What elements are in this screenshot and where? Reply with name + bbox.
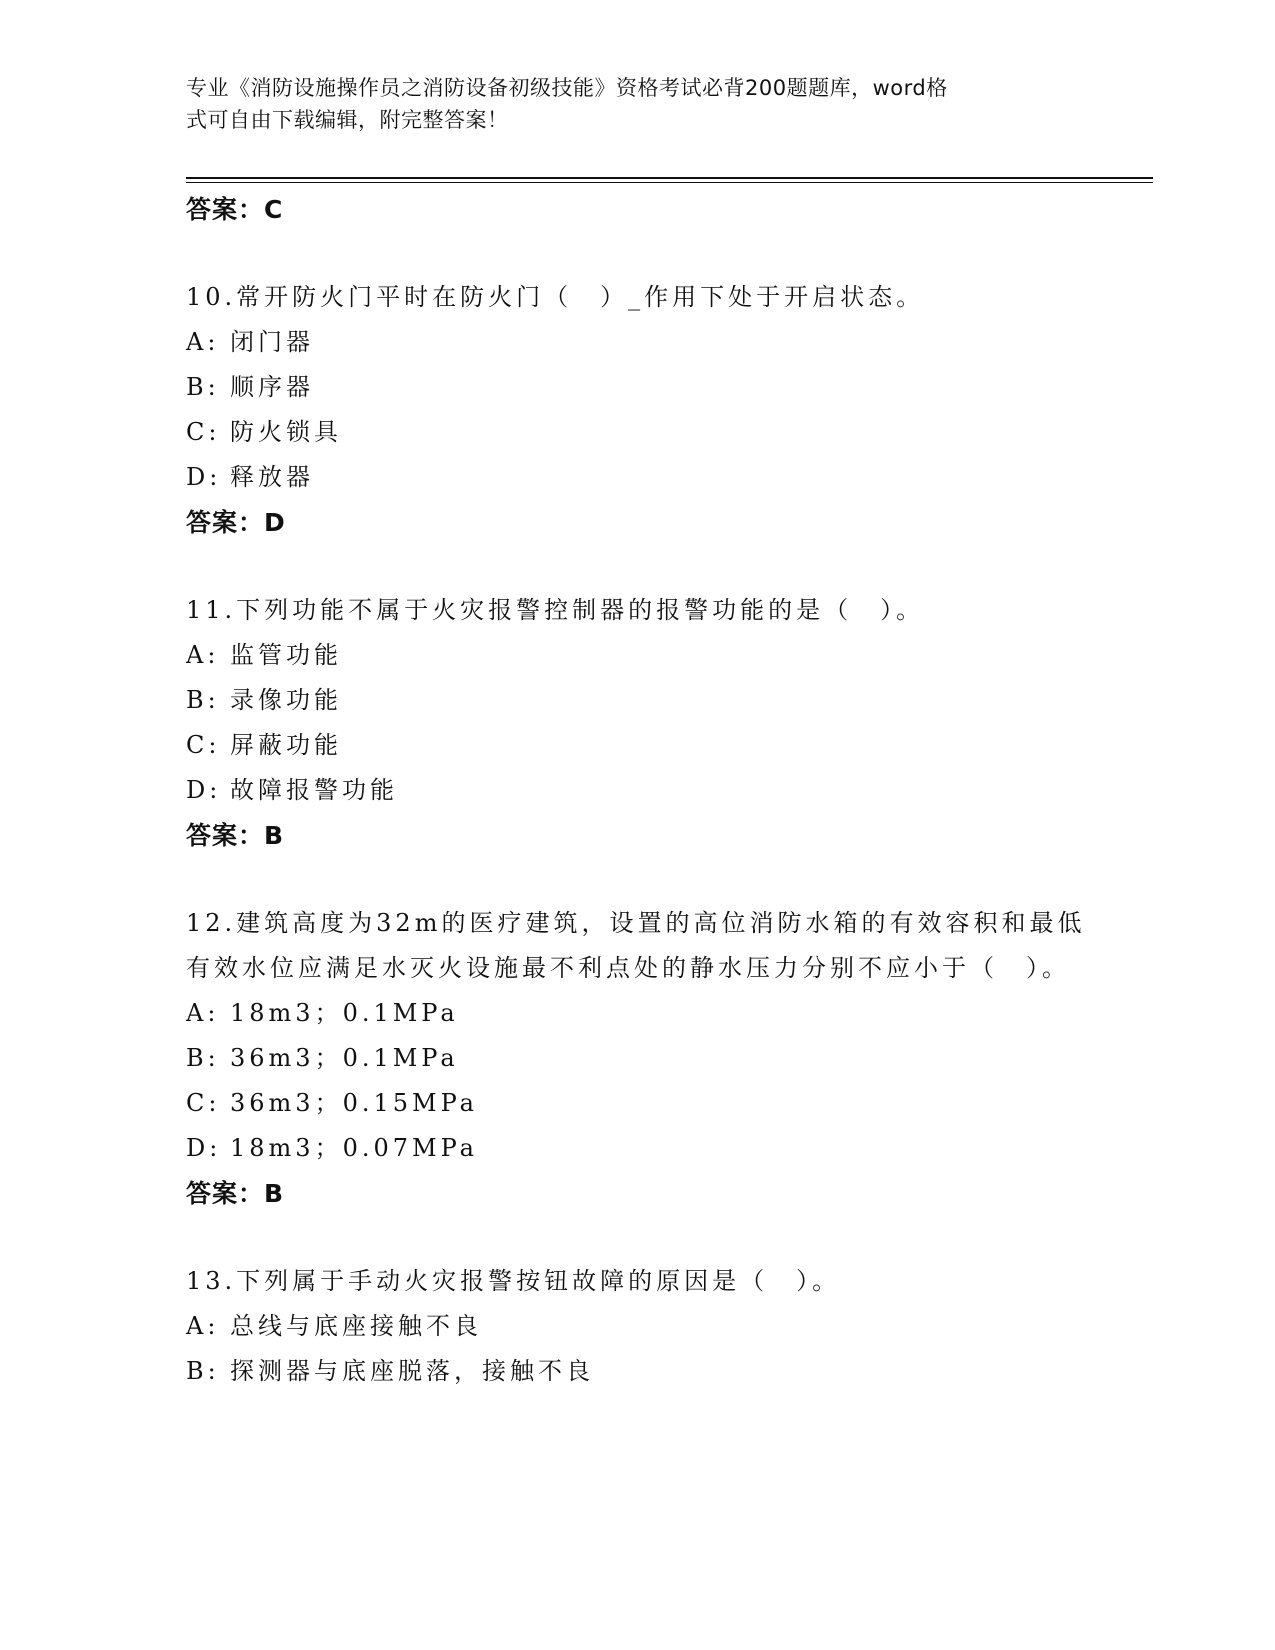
option-letter: D:: [186, 776, 222, 804]
option-letter: A:: [186, 1312, 220, 1340]
option-text: 探测器与底座脱落，接触不良: [230, 1357, 594, 1385]
option-text: 18m3；0.07MPa: [230, 1134, 478, 1162]
option-text: 顺序器: [230, 373, 314, 401]
option-text: 36m3；0.1MPa: [230, 1044, 459, 1072]
option-c: [186, 410, 1086, 455]
option-letter: B:: [186, 373, 220, 401]
answer-line: 答案：B: [186, 821, 285, 850]
option-b: [186, 1349, 1086, 1394]
option-letter: A:: [186, 999, 220, 1027]
option-letter: B:: [186, 686, 220, 714]
question-stem: 13.下列属于手动火灾报警按钮故障的原因是（ ）。: [186, 1267, 841, 1295]
option-text: 36m3；0.15MPa: [230, 1089, 478, 1117]
option-letter: A:: [186, 328, 220, 356]
question-10: [186, 275, 1086, 546]
option-text: 屏蔽功能: [230, 731, 342, 759]
option-text: 防火锁具: [230, 418, 342, 446]
option-d: [186, 768, 1086, 813]
option-letter: A:: [186, 641, 220, 669]
option-letter: B:: [186, 1357, 220, 1385]
question-11: [186, 588, 1086, 859]
option-text: 闭门器: [230, 328, 314, 356]
option-letter: D:: [186, 463, 222, 491]
option-text: 故障报警功能: [230, 776, 398, 804]
header-divider-thick: [186, 177, 1153, 179]
option-text: 18m3；0.1MPa: [230, 999, 459, 1027]
option-letter: C:: [186, 731, 221, 759]
question-list: [186, 187, 1086, 1394]
question-12: [186, 901, 1086, 1217]
option-a: [186, 991, 1086, 1036]
option-letter: C:: [186, 1089, 221, 1117]
option-letter: B:: [186, 1044, 220, 1072]
answer-line: 答案：C: [186, 195, 284, 224]
question-stem: 11.下列功能不属于火灾报警控制器的报警功能的是（ ）。: [186, 596, 925, 624]
answer-line: 答案：D: [186, 508, 286, 537]
option-d: [186, 1126, 1086, 1171]
option-a: [186, 1304, 1086, 1349]
option-b: [186, 1036, 1086, 1081]
header-line-2: 式可自由下载编辑，附完整答案！: [186, 108, 509, 132]
option-letter: C:: [186, 418, 221, 446]
answer-line: 答案：B: [186, 1179, 285, 1208]
question-stem: 12.建筑高度为32m的医疗建筑，设置的高位消防水箱的有效容积和最低有效水位应满足水灭火设施最不利点处的静水压力分别不应小于（ ）。: [186, 909, 1086, 982]
option-text: 录像功能: [230, 686, 342, 714]
option-b: [186, 365, 1086, 410]
question-13: [186, 1259, 1086, 1394]
option-c: [186, 723, 1086, 768]
option-c: [186, 1081, 1086, 1126]
option-letter: D:: [186, 1134, 222, 1162]
document-header: [186, 72, 1066, 136]
header-line-1: 专业《消防设施操作员之消防设备初级技能》资格考试必背200题题库，word格: [186, 76, 948, 100]
question-stem: 10.常开防火门平时在防火门（ ）_作用下处于开启状态。: [186, 283, 925, 311]
option-text: 释放器: [230, 463, 314, 491]
option-a: [186, 320, 1086, 365]
option-text: 监管功能: [230, 641, 342, 669]
option-b: [186, 678, 1086, 723]
option-a: [186, 633, 1086, 678]
header-divider-thin: [186, 182, 1153, 183]
option-d: [186, 455, 1086, 500]
option-text: 总线与底座接触不良: [230, 1312, 482, 1340]
